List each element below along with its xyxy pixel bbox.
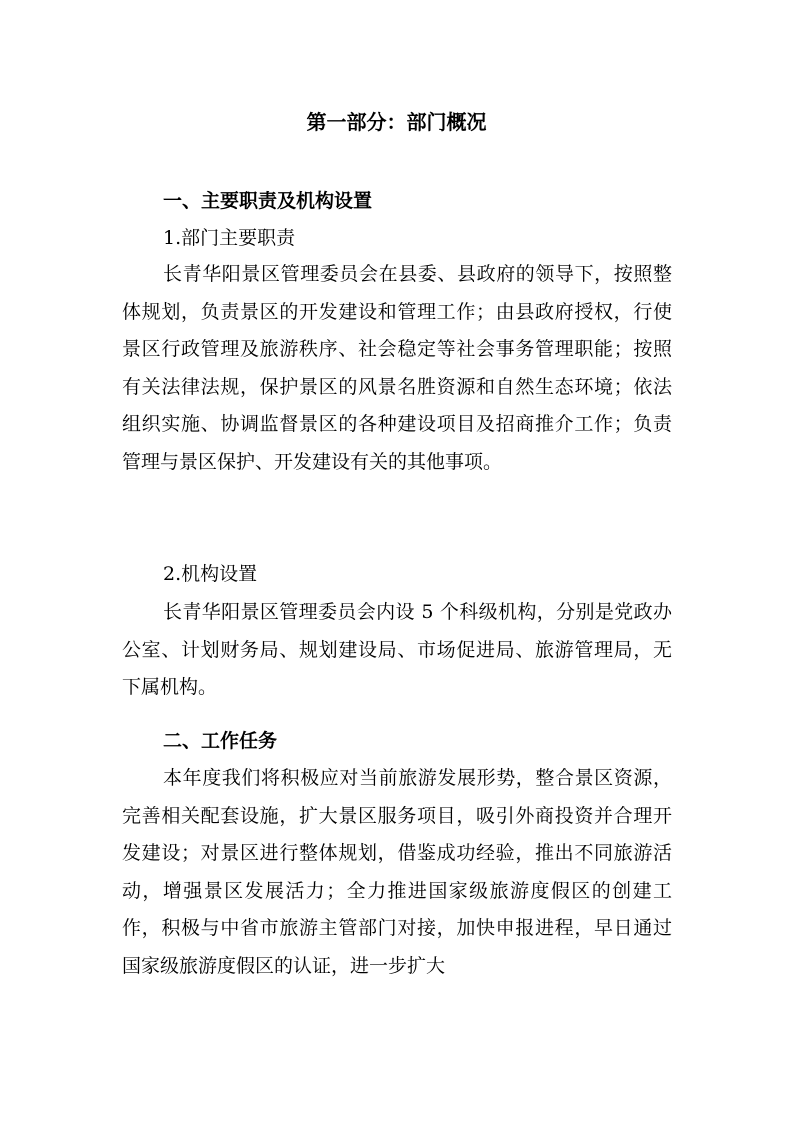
section-heading-tasks: 二、工作任务 [163,730,278,752]
page-title: 第一部分：部门概况 [306,110,487,134]
paragraph-tasks: 本年度我们将积极应对当前旅游发展形势，整合景区资源，完善相关配套设施，扩大景区服务项目，吸引外商投资并合理开发建设；对景区进行整体规划，借鉴成功经验，推出不同旅游活动，增强景区发展活力；全力推进国家级旅游度假区的创建工作，积极与中省市旅游主管部门对接，加快申报进程，早日通过国家级旅游度假区的认证，进一步扩大 [122,767,672,977]
paragraph-main-duties: 长青华阳景区管理委员会在县委、县政府的领导下，按照整体规划，负责景区的开发建设和管理工作；由县政府授权，行使景区行政管理及旅游秩序、社会稳定等社会事务管理职能；按照有关法律法规，保护景区的风景名胜资源和自然生态环境；依法组织实施、协调监督景区的各种建设项目及招商推介工作；负责管理与景区保护、开发建设有关的其他事项。 [122,263,672,473]
section-heading-duties: 一、主要职责及机构设置 [163,190,373,212]
paragraph-organization: 长青华阳景区管理委员会内设 5 个科级机构，分别是党政办公室、计划财务局、规划建设局、市场促进局、旅游管理局，无下属机构。 [122,601,672,699]
subheading-organization: 2.机构设置 [163,563,258,585]
subheading-main-duties: 1.部门主要职责 [163,227,296,249]
